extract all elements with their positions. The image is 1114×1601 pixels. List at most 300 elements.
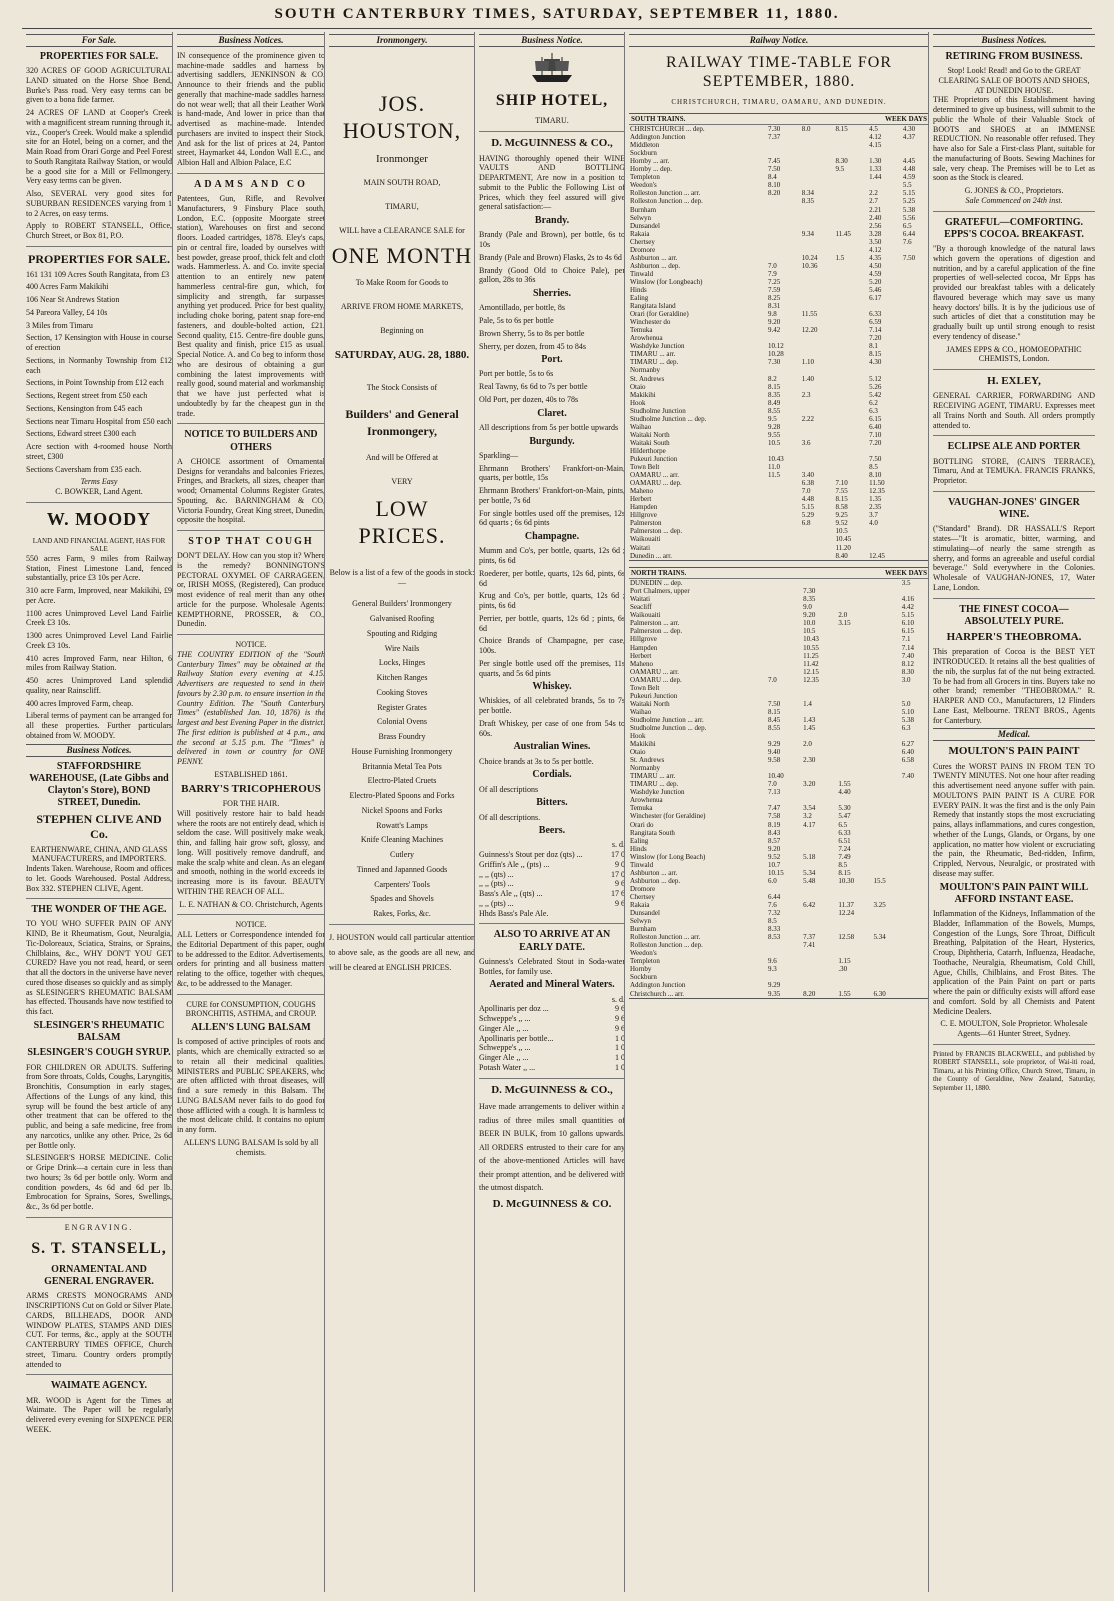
train-time (802, 579, 837, 587)
train-time (837, 724, 872, 732)
train-time (801, 431, 835, 439)
train-time (834, 238, 868, 246)
ad-title: SLESINGER'S COUGH SYRUP. (27, 1047, 171, 1059)
train-time (901, 804, 929, 812)
station-name: Waikouaiti (630, 535, 661, 544)
station-name: Hillgrove (630, 511, 657, 520)
train-time: 2.56 (869, 221, 882, 230)
train-time: 2.35 (869, 503, 882, 512)
timetable-row (629, 893, 929, 901)
train-time: 7.25 (768, 277, 781, 286)
train-time (873, 619, 901, 627)
price-item: All descriptions from 5s per bottle upwards (479, 422, 619, 432)
timetable-row (629, 917, 929, 925)
divider (933, 598, 1095, 599)
price-item: Of all descriptions. (479, 812, 541, 822)
train-time: 10.45 (835, 535, 852, 544)
station-name: Hook (630, 732, 646, 741)
column-ship-hotel (474, 32, 629, 1592)
train-time (837, 764, 872, 772)
station-name: Palmerston ... dep. (630, 527, 683, 536)
ad-text: Sale Commenced on 24th inst. (965, 195, 1063, 205)
column-railway (624, 32, 933, 1592)
train-time: 8.43 (768, 828, 781, 837)
station-name: TIMARU ... dep. (630, 780, 679, 789)
train-time (873, 627, 901, 635)
train-time: 6.30 (873, 989, 886, 998)
train-time (834, 181, 868, 189)
train-time: 4.37 (902, 133, 916, 142)
price-row (479, 1004, 625, 1014)
train-time: 12.35 (869, 487, 885, 496)
train-time: 8.30 (835, 157, 848, 166)
train-time: 7.14 (869, 326, 882, 335)
train-time (901, 949, 929, 957)
train-time: 6.38 (801, 479, 814, 488)
divider (933, 211, 1095, 212)
train-time (767, 535, 801, 543)
train-time (801, 342, 835, 350)
list-item: Sections, Kensington from £45 each (26, 403, 143, 413)
timetable-row (629, 796, 929, 804)
train-time (901, 933, 929, 941)
timetable-row (629, 439, 929, 447)
train-time (873, 861, 901, 869)
train-time: 7.45 (768, 157, 781, 166)
price-value: 1 0 (615, 1043, 625, 1053)
station-name: Arowhenua (630, 796, 663, 805)
train-time (873, 772, 901, 780)
train-time: 8.15 (835, 125, 848, 134)
train-time (834, 391, 868, 399)
divider (933, 1044, 1095, 1045)
train-time (767, 487, 801, 495)
ad-headline: LOW PRICES. (358, 496, 446, 549)
train-time: 10.43 (803, 635, 819, 644)
timetable-route: CHRISTCHURCH, TIMARU, OAMARU, AND DUNEDIN. (671, 98, 887, 106)
timetable-row (629, 845, 929, 853)
ad-text: Apply to ROBERT STANSELL, Office, Church Street, or Box 81, P.O. (26, 221, 172, 241)
train-time (802, 981, 837, 989)
train-time: 10.7 (768, 860, 781, 869)
train-time: 5.38 (902, 205, 916, 214)
ad-title: JOS. HOUSTON, (342, 90, 462, 143)
train-time: 12.15 (803, 667, 819, 676)
ship-icon (530, 51, 574, 85)
ad-title: H. EXLEY, (987, 375, 1041, 388)
train-time (901, 893, 929, 901)
train-time (834, 318, 868, 326)
train-time (802, 885, 837, 893)
train-time (767, 222, 801, 230)
timetable-row (629, 965, 929, 973)
train-time (902, 358, 929, 366)
train-time (873, 804, 901, 812)
ad-headline: SATURDAY, AUG. 28, 1880. (334, 349, 470, 362)
train-time (767, 692, 802, 700)
train-time: 8.5 (869, 463, 878, 472)
train-time (802, 925, 837, 933)
station-name: Otaio (630, 382, 646, 391)
divider (933, 369, 1095, 370)
train-time (868, 302, 902, 310)
timetable-row (629, 603, 929, 611)
train-time: 4.16 (901, 595, 914, 604)
printer-imprint: Printed by FRANCIS BLACKWELL, and published by ROBERT STANSELL, sole proprietor, of Wai-iti road, Timaru, at his Printing Office, Church Street, Timaru, in the County of Geraldine, New Zealand, Saturday, September 11, 1880. (933, 1049, 1095, 1092)
ad-text: ARMS CRESTS MONOGRAMS AND INSCRIPTIONS Cut on Gold or Silver Plate. CARDS, BILLHEADS, DOOR AND WINDOW PLATES, STAMPS AND DIES CUT. For terms, &c., apply at the SOUTH CANTERBURY TIMES OFFICE, Church street, Timaru. Country orders promptly attended to (26, 1291, 172, 1369)
divider (177, 634, 325, 635)
station-name: Rolleston Junction ... dep. (630, 197, 703, 206)
train-time (834, 455, 868, 463)
train-time (873, 925, 901, 933)
train-time (834, 173, 868, 181)
train-time: 8.33 (768, 925, 781, 934)
train-time: 8.31 (768, 302, 781, 311)
column-business-notices (172, 32, 329, 1592)
station-name: Maheno (630, 659, 653, 668)
train-time (868, 544, 902, 552)
train-time (873, 941, 901, 949)
price-item: Old Port, per dozen, 40s to 78s (479, 394, 579, 404)
train-time: 3.5 (901, 579, 911, 588)
train-time: 8.15 (869, 350, 882, 359)
train-time: 10.12 (768, 342, 784, 351)
list-item: 1300 acres Unimproved Level Land Fairlie Creek £3 10s. (26, 631, 172, 650)
train-time: 5.30 (838, 804, 851, 813)
list-item: 400 acres Improved Farm, cheap. (26, 698, 134, 708)
section-head: Business Notices. (26, 744, 172, 757)
train-time: 10.43 (768, 454, 784, 463)
ad-title: STOP THAT COUGH (188, 536, 314, 548)
price-item: Real Tawny, 6s 6d to 7s per bottle (479, 382, 588, 392)
train-time (834, 407, 868, 415)
station-name: Pukeuri Junction (630, 691, 678, 700)
ad-text: BOTTLING STORE, (CAIN'S TERRACE), Timaru, And at TEMUKA. FRANCIS FRANKS, Proprietor. (933, 456, 1095, 486)
train-time: 11.50 (869, 479, 885, 488)
train-time (902, 350, 929, 358)
train-time (802, 829, 837, 837)
train-time: 10.36 (801, 261, 818, 270)
station-name: Orari do (630, 820, 654, 829)
price-value: 9 6 (615, 1004, 625, 1014)
station-name: Templeton (630, 957, 660, 966)
ad-title: ECLIPSE ALE AND PORTER (947, 441, 1081, 453)
list-item: Colonial Ovens (377, 717, 427, 727)
timetable-row (629, 877, 929, 885)
price-value: 1 0 (615, 1053, 625, 1063)
ad-text: GENERAL CARRIER, FORWARDING AND RECEIVING AGENT, TIMARU. Expresses meet all Trains North and South. All orders promptly attended to. (933, 391, 1095, 430)
train-time (902, 479, 929, 487)
train-time (873, 652, 901, 660)
section-head: Business Notices. (177, 34, 325, 47)
station-name: Ashburton ... arr. (630, 253, 678, 262)
station-name: Studholme Junction ... arr. (630, 715, 704, 724)
train-time: 9.58 (768, 756, 781, 765)
train-time: 4.59 (902, 173, 916, 182)
train-time (767, 447, 801, 455)
timetable-row (629, 342, 929, 350)
station-name: Dromore (630, 884, 656, 893)
ad-text: Liberal terms of payment can be arranged for all these properties. Further particulars obtained from W. MOODY. (26, 711, 172, 740)
divider (329, 924, 475, 925)
train-time (767, 732, 802, 740)
train-time: 10.24 (801, 253, 818, 262)
train-time (767, 885, 802, 893)
list-item: Spades and Shovels (370, 894, 434, 904)
train-time: 7.55 (835, 487, 848, 496)
list-item: 550 acres Farm, 9 miles from Railway Station, Finest Limestone Land, fenced substantially, price £3 10s per Acre. (26, 553, 172, 583)
train-time: 5.20 (869, 277, 882, 286)
train-time (873, 603, 901, 611)
train-time (902, 149, 929, 157)
train-time (902, 511, 929, 519)
price-value: 17 0 (611, 850, 625, 860)
train-time: 4.35 (869, 253, 882, 262)
train-time: 6.8 (801, 519, 811, 528)
station-name: Maheno (630, 487, 653, 496)
train-time: 4.50 (869, 261, 882, 270)
train-time (902, 552, 929, 560)
train-time: 2.21 (869, 205, 882, 214)
price-column-header: s. d. (611, 840, 625, 850)
station-name: Waihao (630, 422, 652, 431)
station-name: Seacliff (630, 603, 652, 612)
train-time (837, 756, 872, 764)
train-time: 12.58 (838, 933, 855, 942)
ad-title: NOTICE. (235, 920, 267, 930)
price-name: Schweppe's ,, ... (479, 1043, 531, 1053)
table-subtitle: WEEK DAYS (885, 114, 927, 123)
train-time (767, 246, 801, 254)
train-time (901, 845, 929, 853)
station-name: St. Andrews (630, 756, 665, 765)
timetable (629, 125, 929, 560)
train-time (801, 350, 835, 358)
train-time: 6.2 (869, 398, 878, 407)
train-time: 4.12 (869, 133, 882, 142)
train-time (801, 399, 835, 407)
train-time (901, 861, 929, 869)
train-time: 10.5 (835, 527, 848, 536)
timetable-row (629, 125, 929, 133)
station-name: Rangitata Island (630, 302, 676, 311)
train-time (902, 383, 929, 391)
train-time (873, 780, 901, 788)
train-time (902, 535, 929, 543)
train-time: 8.1 (869, 342, 878, 351)
timetable-row (629, 487, 929, 495)
north-trains-table (629, 567, 929, 999)
train-time (834, 310, 868, 318)
train-time: 7.40 (901, 651, 914, 660)
train-time (901, 965, 929, 973)
train-time (801, 552, 835, 560)
train-time: 9.20 (803, 611, 816, 620)
timetable-row (629, 740, 929, 748)
section-head: For Sale. (26, 34, 172, 47)
train-time (802, 917, 837, 925)
train-time: 9.8 (768, 310, 777, 319)
station-name: Rolleston Junction ... arr. (630, 933, 701, 942)
train-time (902, 286, 929, 294)
train-time: 7.6 (768, 901, 777, 909)
price-row (479, 1034, 625, 1044)
train-time: 8.35 (803, 595, 816, 604)
timetable-row (629, 141, 929, 149)
timetable-row (629, 869, 929, 877)
timetable-row (629, 318, 929, 326)
train-time (767, 544, 801, 552)
train-time (801, 527, 835, 535)
ad-text: And will be Offered at (365, 452, 439, 462)
train-time (834, 149, 868, 157)
timetable-row (629, 527, 929, 535)
price-item: Sparkling— (479, 450, 519, 460)
train-time: 6.58 (901, 756, 914, 765)
list-item: 161 131 109 Acres South Rangitata, from £3 (26, 269, 170, 279)
timetable-row (629, 909, 929, 917)
train-time (837, 652, 872, 660)
timetable-row (629, 925, 929, 933)
ad-subtitle: ESTABLISHED 1861. (214, 769, 288, 779)
train-time (834, 133, 868, 141)
station-name: Dromore (630, 245, 656, 254)
price-value: 9 6 (615, 879, 625, 889)
ad-title: MOULTON'S PAIN PAINT (948, 745, 1080, 758)
train-time (901, 587, 929, 595)
train-time: 1.15 (838, 957, 851, 966)
price-row (479, 1014, 625, 1024)
timetable-row (629, 214, 929, 222)
table-subtitle: WEEK DAYS (885, 568, 927, 577)
section-heading: Aerated and Mineral Waters. (489, 979, 615, 991)
train-time: 5.42 (869, 390, 882, 399)
train-time (767, 635, 802, 643)
train-time: 5.48 (803, 876, 816, 885)
station-name: Hinds (630, 844, 647, 853)
timetable-row (629, 821, 929, 829)
ad-text: ARRIVE FROM HOME MARKETS, (340, 301, 464, 311)
train-time (901, 812, 929, 820)
price-column-header: s. d. (611, 994, 625, 1004)
train-time (834, 286, 868, 294)
train-time: 6.44 (768, 892, 781, 901)
timetable-row (629, 552, 929, 560)
train-time: 12.20 (801, 326, 818, 335)
train-time (873, 845, 901, 853)
train-time: 3.20 (803, 780, 816, 789)
ad-text: "By a thorough knowledge of the natural laws which govern the operations of digestion and nutrition, and by a careful application of the fine properties of well-selected cocoa, Mr Epps has provided our breakfast tables with a delicately flavoured beverage which may save us many heavy doctors' bills. It is by the judicious use of such articles of diet that a constitution may be gradually built up until strong enough to resist every tendency of disease." (933, 244, 1095, 341)
train-time (834, 302, 868, 310)
train-time: 7.37 (803, 933, 816, 942)
station-name: Rakaia (630, 229, 650, 238)
train-time (802, 949, 837, 957)
train-time: 9.35 (768, 989, 781, 998)
price-item: For single bottles used off the premises, 12s 6d quarts ; 6s 6d pints (479, 508, 625, 528)
divider (26, 1217, 172, 1218)
ad-signature: ALLEN'S LUNG BALSAM Is sold by all chemists. (183, 1137, 319, 1157)
train-time: 4.48 (801, 495, 814, 504)
ad-text: 320 ACRES OF GOOD AGRICULTURAL LAND situated on the Horse Shoe Bend, Burke's Pass road. Very easy terms can be given to a bona fide farmer. (26, 66, 172, 105)
timetable-row (629, 676, 929, 684)
station-name: Studholme Junction ... dep. (630, 723, 707, 732)
table-title: SOUTH TRAINS. (631, 114, 686, 123)
price-item: Of all descriptions (479, 784, 539, 794)
station-name: Washdyke Junction (630, 788, 685, 797)
train-time (767, 238, 801, 246)
train-time: 9.28 (768, 422, 781, 431)
train-time (901, 732, 929, 740)
train-time: 11.37 (838, 901, 854, 909)
price-item: Ehrmann Brothers' Frankfort-on-Main, quarts, per bottle, 15s (479, 463, 625, 483)
train-time (802, 692, 837, 700)
train-time: 7.49 (838, 852, 851, 861)
timetable-row (629, 990, 929, 998)
train-time (801, 270, 835, 278)
train-time (902, 463, 929, 471)
train-time: 5.46 (869, 286, 882, 294)
train-time: 4.12 (869, 245, 882, 254)
train-time (767, 149, 801, 157)
station-name: Studholme Junction ... dep. (630, 414, 707, 423)
timetable-row (629, 788, 929, 796)
train-time: .30 (838, 965, 848, 974)
list-item: Sections, Edward street £300 each (26, 429, 136, 439)
train-time (902, 278, 929, 286)
train-time (837, 627, 872, 635)
train-time: 1.55 (838, 989, 851, 998)
train-time (873, 796, 901, 804)
divider (177, 530, 325, 531)
list-item: Electro-Plated Cruets (367, 776, 437, 786)
station-name: Winchester do (630, 318, 671, 327)
train-time (801, 455, 835, 463)
price-item: Port per bottle, 5s to 6s (479, 369, 554, 379)
train-time: 1.55 (838, 780, 851, 789)
train-time (834, 471, 868, 479)
price-value: 9 6 (615, 1023, 625, 1033)
list-item: Section, 17 Kensington with House in course of erection (26, 333, 172, 353)
ad-title: S. T. STANSELL, (31, 1239, 167, 1257)
section-heading: Bitters. (536, 797, 568, 809)
section-head: Medical. (933, 728, 1095, 741)
ad-title: STAFFORDSHIRE WAREHOUSE, (Late Gibbs and Clayton's Store), BOND STREET, Dunedin. (29, 760, 169, 809)
timetable-row (629, 286, 929, 294)
train-time (834, 141, 868, 149)
list-item: 410 acres Improved Farm, near Hilton, 6 miles from Railway Station. (26, 653, 172, 673)
train-time: 3.25 (873, 901, 886, 909)
timetable (629, 579, 929, 997)
ad-text: HAVING thoroughly opened their WINE VAULTS AND BOTTLING DEPARTMENT, Are now in a position to submit to the Public the Following List of Prices, which they feel assured will give general satisfaction:— (479, 153, 625, 212)
train-time (901, 925, 929, 933)
train-time (802, 708, 837, 716)
station-name: Burnham (630, 205, 657, 214)
price-row (479, 1063, 625, 1073)
train-time: 5.38 (901, 715, 914, 724)
train-time (834, 399, 868, 407)
list-item: Brass Foundry (378, 732, 426, 742)
train-time: 8.5 (838, 860, 848, 869)
train-time: 8.15 (835, 495, 848, 504)
list-item: General Builders' Ironmongery (352, 599, 452, 609)
price-item: Brandy (Pale and Brown) Flasks, 2s to 4s 6d (479, 252, 622, 262)
train-time (873, 885, 901, 893)
ad-title: STEPHEN CLIVE AND Co. (36, 812, 162, 841)
train-time: 4.15 (869, 141, 882, 150)
price-value: 9 0 (615, 859, 625, 869)
divider (26, 1374, 172, 1375)
train-time: 1.4 (803, 699, 812, 708)
